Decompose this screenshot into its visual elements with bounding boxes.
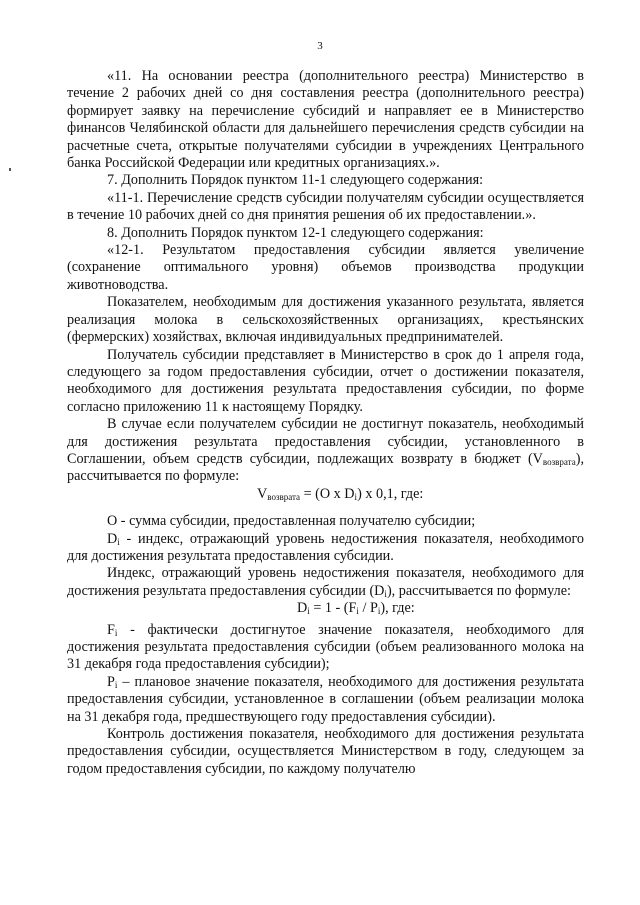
paragraph-11: «11. На основании реестра (дополнительного реестра) Министерство в течение 2 рабочих дней со дня составления реестра (дополнительного реестра) формирует заявку на перечисление субсидий и направляет ее в Министерство финансов Челябинской области для дальнейшего перечисления средств субсидии на расчетные счета, открытые получателями субсидии в учреждениях Центрального банка Российской Федерации или кредитных организациях.».	[67, 68, 584, 172]
paragraph-12-1: «12-1. Результатом предоставления субсидии является увеличение (сохранение оптимального уровня) объемов производства продукции животноводства.	[67, 242, 584, 293]
scan-mark	[9, 168, 11, 171]
formula-index: $D_i = 1 - (F_i / P_i)$, где:	[297, 600, 415, 617]
paragraph-control: Контроль достижения показателя, необходимого для достижения результата предоставления субсидии, осуществляется Министерством в году, следующем за годом предоставления субсидии, по каждому получателю	[67, 726, 584, 777]
paragraph-item-8: 8. Дополнить Порядок пунктом 12-1 следующего содержания:	[107, 224, 484, 241]
paragraph-item-7: 7. Дополнить Порядок пунктом 11-1 следующего содержания:	[107, 172, 484, 189]
paragraph-indicator: Показателем, необходимым для достижения указанного результата, является реализация молока в сельскохозяйственных организациях, крестьянских (фермерских) хозяйствах, включая индивидуальных предпринимателей.	[67, 294, 584, 346]
paragraph-index: Индекс, отражающий уровень недостижения показателя, необходимого для достижения результата предоставления субсидии $(D_i)$, рассчитывается по формуле:	[67, 565, 584, 599]
definition-o: O - сумма субсидии, предоставленная получателю субсидии;	[107, 513, 476, 530]
definition-p: $P_i$ – плановое значение показателя, необходимого для достижения результата предоставления субсидии, установленное в соглашении (объем реализации молока на 31 декабря года, предшествующего году предоставления субсидии).	[67, 673, 584, 725]
paragraph-refund-case: В случае если получателем субсидии не достигнут показатель, необходимый для достижения результата предоставления субсидии, установленного в Соглашении, объем средств субсидии, подлежащих возврату в бюджет $(V_{возврата})$, рассчитывается по формуле:	[67, 416, 584, 485]
page-number: 3	[317, 40, 323, 52]
definition-f: $F_i$ - фактически достигнутое значение показателя, необходимого для достижения результата предоставления субсидии (объем реализованного молока на 31 декабря года предоставления субсидии);	[67, 621, 584, 673]
paragraph-report: Получатель субсидии представляет в Министерство в срок до 1 апреля года, следующего за годом предоставления субсидии, отчет о достижении показателя, необходимого для достижения результата предоставления субсидии, по форме согласно приложению 11 к настоящему Порядку.	[67, 346, 584, 415]
formula-refund: $V_{возврата} = (O$ x $D_i$) x 0,1, где:	[257, 485, 424, 502]
definition-d: $D_i$ - индекс, отражающий уровень недостижения показателя, необходимого для достижения результата предоставления субсидии.	[67, 530, 584, 564]
paragraph-11-1: «11-1. Перечисление средств субсидии получателям субсидии осуществляется в течение 10 рабочих дней со дня принятия решения об их предоставлении.».	[67, 189, 584, 224]
document-body	[67, 68, 584, 778]
